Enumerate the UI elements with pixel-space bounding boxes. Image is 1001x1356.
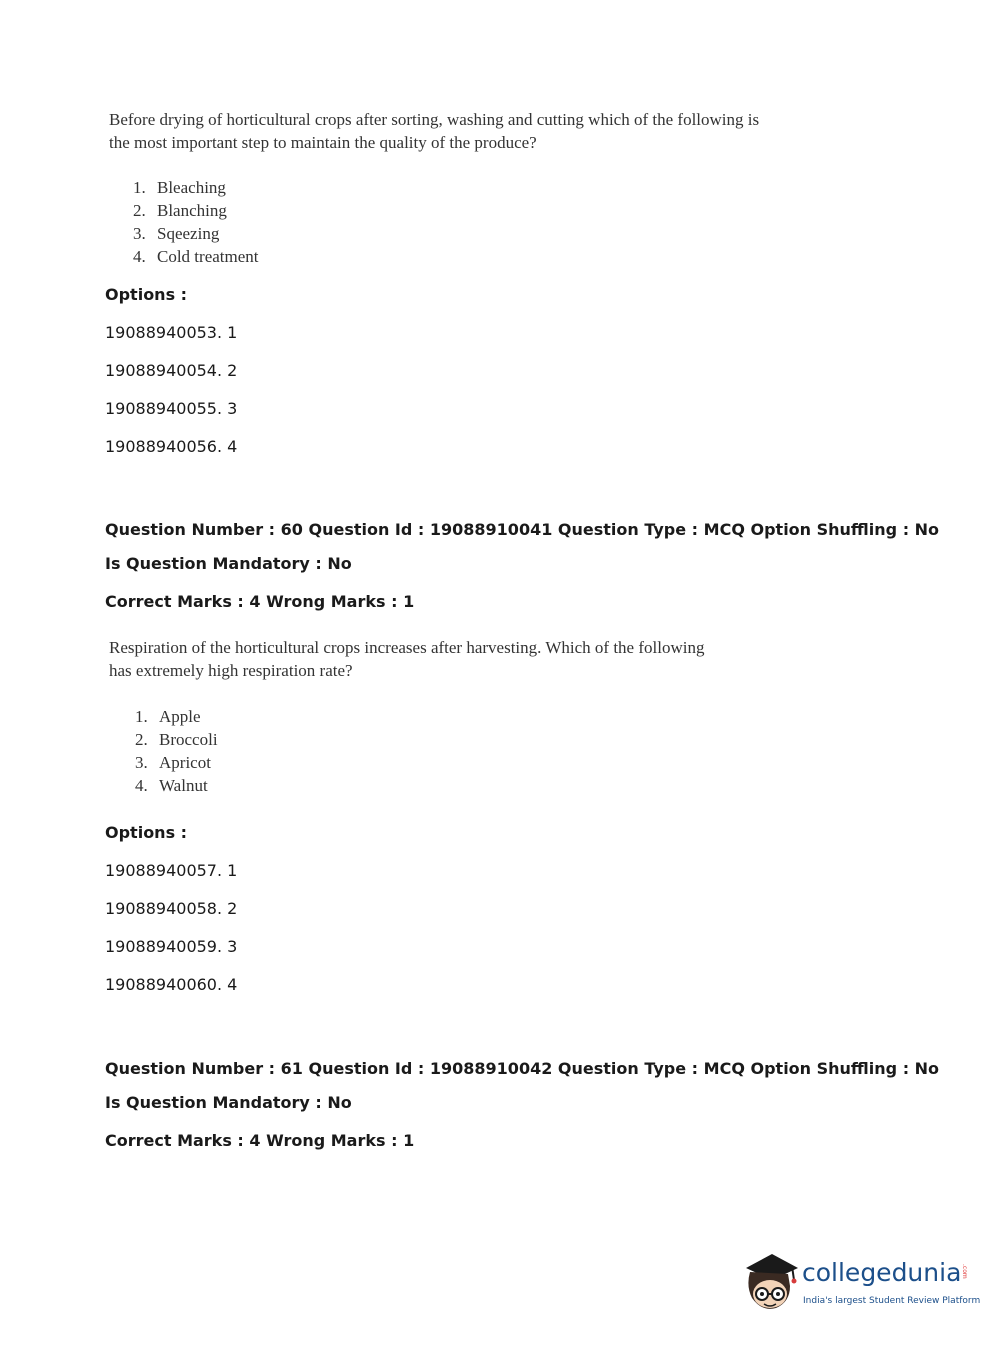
option-id: 19088940053. 1 [105, 323, 238, 342]
choice-item: 2. Blanching [133, 201, 227, 220]
option-id: 19088940060. 4 [105, 975, 238, 994]
question-line: Respiration of the horticultural crops increases after harvesting. Which of the following [109, 638, 705, 657]
choice-item: 3. Apricot [135, 753, 211, 772]
choice-item: 4. Cold treatment [133, 247, 259, 266]
choice-item: 3. Sqeezing [133, 224, 220, 243]
mascot-icon [742, 1250, 802, 1320]
option-id: 19088940056. 4 [105, 437, 238, 456]
option-id: 19088940055. 3 [105, 399, 238, 418]
question-text [109, 636, 704, 682]
choice-item: 1. Apple [135, 707, 201, 726]
logo-domain: .com [961, 1264, 968, 1279]
question-marks: Correct Marks : 4 Wrong Marks : 1 [105, 592, 415, 611]
option-id: 19088940057. 1 [105, 861, 238, 880]
question-header: Question Number : 60 Question Id : 19088910041 Question Type : MCQ Option Shuffling : No [105, 520, 940, 539]
logo-wordmark: collegedunia [802, 1258, 962, 1287]
choice-item: 4. Walnut [135, 776, 208, 795]
question-marks: Correct Marks : 4 Wrong Marks : 1 [105, 1131, 415, 1150]
collegedunia-logo [742, 1250, 981, 1320]
option-id: 19088940059. 3 [105, 937, 238, 956]
options-label: Options : [105, 823, 188, 842]
question-text [109, 108, 759, 154]
question-line: the most important step to maintain the quality of the produce? [109, 133, 537, 152]
choice-item: 2. Broccoli [135, 730, 218, 749]
choice-list [133, 176, 259, 268]
choice-item: 1. Bleaching [133, 178, 226, 197]
question-mandatory: Is Question Mandatory : No [105, 554, 352, 573]
question-line: Before drying of horticultural crops after sorting, washing and cutting which of the following is [109, 110, 760, 129]
choice-list [135, 705, 218, 797]
question-line: has extremely high respiration rate? [109, 661, 353, 680]
logo-tagline: India's largest Student Review Platform [803, 1296, 981, 1306]
option-id: 19088940058. 2 [105, 899, 238, 918]
question-mandatory: Is Question Mandatory : No [105, 1093, 352, 1112]
option-id: 19088940054. 2 [105, 361, 238, 380]
question-header: Question Number : 61 Question Id : 19088910042 Question Type : MCQ Option Shuffling : No [105, 1059, 940, 1078]
options-label: Options : [105, 285, 188, 304]
